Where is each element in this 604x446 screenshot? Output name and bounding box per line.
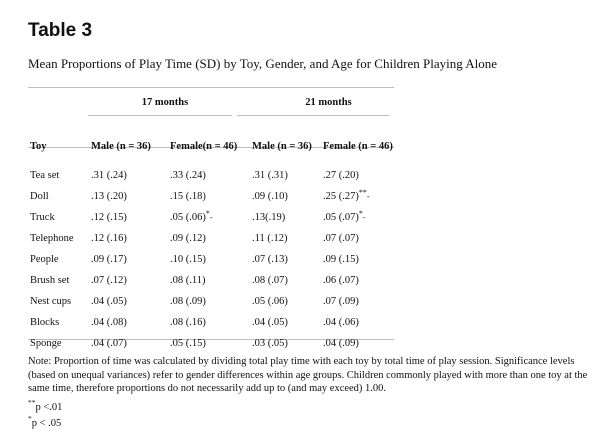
table-caption: Mean Proportions of Play Time (SD) by Toy, Gender, and Age for Children Playing Alone	[28, 56, 498, 71]
group-header-row	[24, 88, 408, 116]
note-text: Note: Proportion of time was calculated by dividing total play time with each toy by total time of play session. Significance levels (based on unequal variances) refer to gender differences within age groups. Children commonly played with more than one toy at the same time, therefore proportions do not necessarily add up to (and may exceed) 1.00.	[28, 356, 588, 394]
toy-cell: Telephone	[30, 233, 74, 244]
significance-mark: *	[205, 209, 210, 218]
value-cell: .11 (.12)	[252, 233, 288, 244]
table-row	[24, 207, 408, 228]
value-cell: .05 (.15)	[170, 338, 206, 349]
value-cell: .08 (.11)	[170, 275, 206, 286]
play-time-table	[24, 88, 408, 354]
toy-cell: Brush set	[30, 275, 70, 286]
value-cell: .03 (.05)	[252, 338, 288, 349]
column-header-female-21: Female (n = 46)	[323, 141, 393, 152]
value-cell: .07 (.12)	[91, 275, 127, 286]
column-header-row	[24, 134, 408, 159]
value-cell: .07 (.09)	[323, 296, 359, 307]
value-cell	[319, 207, 408, 228]
value-cell: .31 (.24)	[91, 170, 127, 181]
table-row	[24, 186, 408, 207]
value-cell	[319, 186, 408, 207]
value-cell: .04 (.08)	[91, 317, 127, 328]
value-cell: .07 (.13)	[252, 254, 288, 265]
significance-mark: **	[358, 188, 367, 197]
group-header-21-months: 21 months	[305, 96, 352, 108]
toy-cell: Blocks	[30, 317, 60, 328]
significance-mark: *	[358, 209, 363, 218]
table-row	[24, 249, 408, 270]
table-row	[24, 333, 408, 354]
table-row	[24, 291, 408, 312]
footnote-mark: **	[28, 398, 36, 407]
value-cell: .09 (.10)	[252, 191, 288, 202]
toy-cell: Nest cups	[30, 296, 72, 307]
value-cell: .04 (.05)	[91, 296, 127, 307]
toy-cell: People	[30, 254, 59, 265]
value-cell: .31 (.31)	[252, 170, 288, 181]
toy-cell: Sponge	[30, 338, 62, 349]
column-header-female-17: Female(n = 46)	[170, 141, 238, 152]
value-cell: .13 (.20)	[91, 191, 127, 202]
value-text: .25 (.27)	[323, 191, 359, 202]
toy-cell: Truck	[30, 212, 55, 223]
value-cell: .04 (.05)	[252, 317, 288, 328]
footnote-text: p <.01	[35, 402, 63, 413]
value-text: .05 (.07)	[323, 212, 359, 223]
table-row	[24, 228, 408, 249]
value-cell: .04 (.07)	[91, 338, 127, 349]
value-cell: .15 (.18)	[170, 191, 206, 202]
underline-mark: -	[362, 213, 366, 222]
value-cell	[165, 207, 249, 228]
value-cell: .04 (.09)	[323, 338, 359, 349]
value-cell: .10 (.15)	[170, 254, 206, 265]
column-header-male-21: Male (n = 36)	[252, 141, 312, 152]
value-cell: .12 (.15)	[91, 212, 127, 223]
value-cell: .33 (.24)	[170, 170, 206, 181]
toy-cell: Doll	[30, 191, 49, 202]
value-cell: .07 (.07)	[323, 233, 359, 244]
value-cell: .04 (.06)	[323, 317, 359, 328]
footnote-p01	[28, 398, 63, 413]
underline-mark: -	[209, 213, 213, 222]
footnote-mark: *	[28, 414, 32, 423]
value-cell: .13(.19)	[252, 212, 286, 223]
value-cell: .08 (.16)	[170, 317, 206, 328]
value-cell: .27 (.20)	[323, 170, 359, 181]
group-header-empty	[24, 88, 85, 116]
value-cell: .09 (.12)	[170, 233, 206, 244]
column-header-toy: Toy	[30, 141, 47, 152]
table-row	[24, 270, 408, 291]
table-number: Table 3	[28, 20, 93, 41]
table-row	[24, 165, 408, 186]
spacer-row	[24, 116, 408, 134]
table-note	[28, 355, 598, 396]
value-cell: .06 (.07)	[323, 275, 359, 286]
column-header-male-17: Male (n = 36)	[91, 141, 151, 152]
footnote-text: p < .05	[31, 418, 62, 429]
value-cell: .09 (.17)	[91, 254, 127, 265]
value-cell: .05 (.06)	[252, 296, 288, 307]
toy-cell: Tea set	[30, 170, 60, 181]
value-text: .05 (.06)	[170, 212, 206, 223]
value-cell: .12 (.16)	[91, 233, 127, 244]
value-cell: .08 (.09)	[170, 296, 206, 307]
value-cell: .09 (.15)	[323, 254, 359, 265]
value-cell: .08 (.07)	[252, 275, 288, 286]
footnote-p05	[28, 414, 62, 429]
underline-mark: -	[366, 192, 370, 201]
group-header-17-months: 17 months	[141, 96, 189, 108]
table-row	[24, 312, 408, 333]
